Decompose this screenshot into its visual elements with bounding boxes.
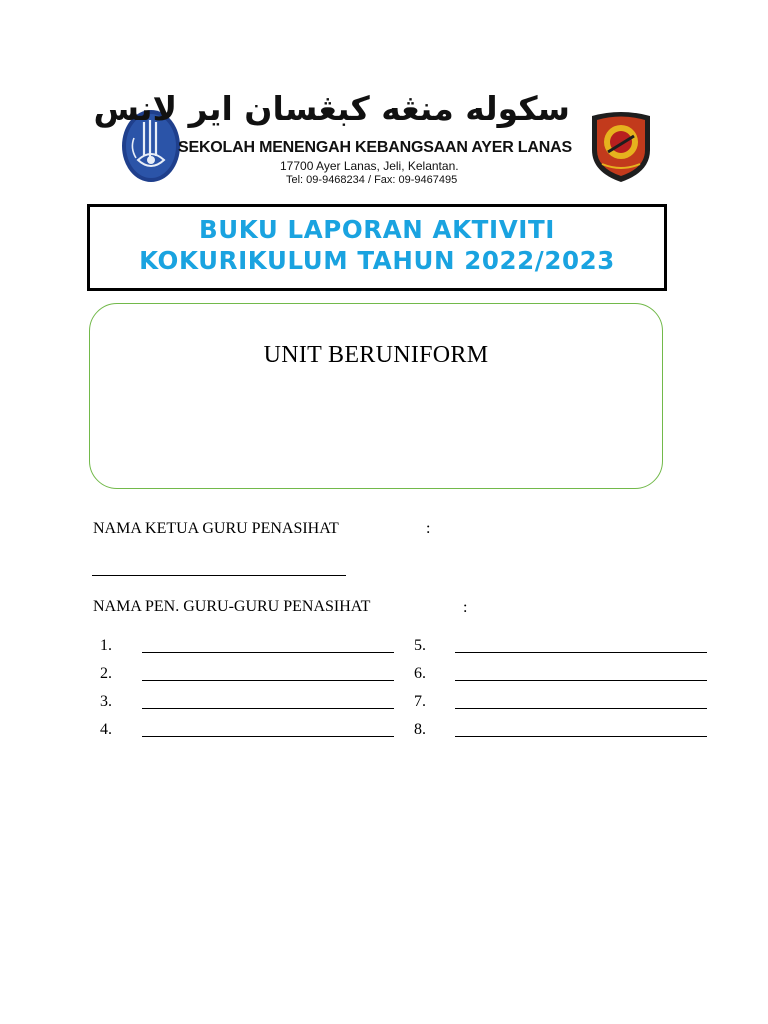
school-contact: Tel: 09-9468234 / Fax: 09-9467495 xyxy=(286,174,458,186)
advisor-number: 3. xyxy=(100,693,112,710)
advisor-line-1[interactable] xyxy=(142,652,394,653)
advisor-line-7[interactable] xyxy=(455,708,707,709)
advisor-line-8[interactable] xyxy=(455,736,707,737)
advisor-line-6[interactable] xyxy=(455,680,707,681)
advisor-number: 5. xyxy=(414,637,426,654)
advisor-line-4[interactable] xyxy=(142,736,394,737)
school-crest-icon xyxy=(588,108,654,184)
advisor-number: 7. xyxy=(414,693,426,710)
school-name-jawi: سکوله منڠه کبڠسان اير لانس xyxy=(93,89,570,128)
school-address: 17700 Ayer Lanas, Jeli, Kelantan. xyxy=(280,159,459,173)
school-name: SEKOLAH MENENGAH KEBANGSAAN AYER LANAS xyxy=(178,139,572,156)
report-title-box xyxy=(87,204,667,291)
report-title-line-1: BUKU LAPORAN AKTIVITI xyxy=(198,215,556,244)
advisors-label: NAMA PEN. GURU-GURU PENASIHAT xyxy=(93,598,371,615)
unit-box xyxy=(89,303,663,489)
advisors-colon: : xyxy=(463,599,468,616)
advisor-line-5[interactable] xyxy=(455,652,707,653)
report-title-line-2: KOKURIKULUM TAHUN 2022/2023 xyxy=(139,246,615,275)
advisor-line-2[interactable] xyxy=(142,680,394,681)
advisor-number: 6. xyxy=(414,665,426,682)
advisor-number: 8. xyxy=(414,721,426,738)
advisor-line-3[interactable] xyxy=(142,708,394,709)
advisor-number: 4. xyxy=(100,721,112,738)
chief-advisor-label: NAMA KETUA GURU PENASIHAT xyxy=(93,520,339,537)
unit-name: UNIT BERUNIFORM xyxy=(263,342,489,368)
chief-advisor-colon: : xyxy=(426,520,431,537)
advisor-number: 2. xyxy=(100,665,112,682)
advisor-number: 1. xyxy=(100,637,112,654)
chief-advisor-signature-line[interactable] xyxy=(92,575,346,576)
letterhead xyxy=(93,86,656,188)
